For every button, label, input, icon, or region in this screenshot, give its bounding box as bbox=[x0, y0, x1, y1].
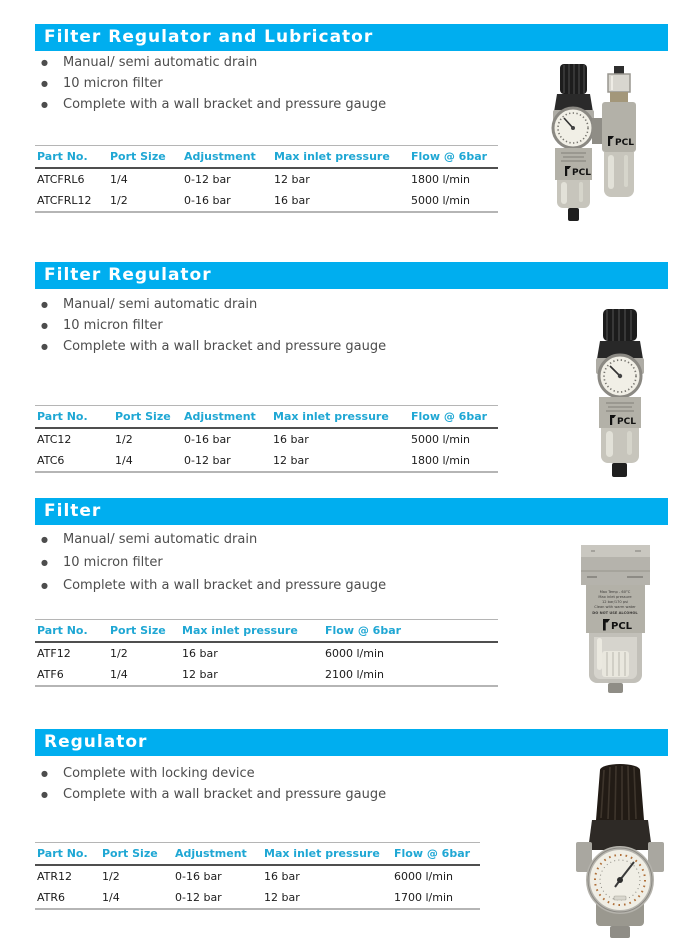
product-photo-filter-regulator-lubricator bbox=[548, 60, 645, 232]
col-header-adjustment: Adjustment bbox=[184, 149, 256, 163]
col-header-flow: Flow @ 6bar bbox=[411, 149, 488, 163]
product-photo-regulator bbox=[576, 762, 664, 946]
cell-flow: 2100 l/min bbox=[325, 667, 384, 681]
bullet-item: ● Complete with a wall bracket and pressure gauge bbox=[35, 336, 386, 357]
table-row bbox=[35, 428, 498, 450]
pressure-gauge-icon bbox=[588, 848, 652, 912]
bullet-list-frl bbox=[35, 52, 386, 115]
col-header-max-inlet-pressure: Max inlet pressure bbox=[273, 409, 389, 423]
col-header-port-size: Port Size bbox=[110, 149, 166, 163]
cell-flow: 1700 l/min bbox=[394, 890, 453, 904]
col-header-max-inlet-pressure: Max inlet pressure bbox=[264, 846, 380, 860]
col-header-max-inlet-pressure: Max inlet pressure bbox=[274, 149, 390, 163]
cell-part-no: ATF12 bbox=[37, 646, 71, 660]
cell-flow: 1800 l/min bbox=[411, 453, 470, 467]
pressure-gauge-icon bbox=[553, 108, 593, 148]
table-header-row bbox=[35, 620, 498, 642]
cell-adjustment: 0-16 bar bbox=[184, 193, 231, 207]
cell-flow: 5000 l/min bbox=[411, 432, 470, 446]
product-photo-filter bbox=[577, 543, 654, 699]
filter-bowl bbox=[557, 180, 590, 208]
table-row bbox=[35, 642, 498, 664]
col-header-part-no: Part No. bbox=[37, 409, 88, 423]
section-title: Filter bbox=[44, 501, 102, 521]
table-header-row bbox=[35, 146, 498, 168]
cell-port-size: 1/2 bbox=[115, 432, 133, 446]
bottom-fitting bbox=[610, 926, 630, 938]
drain-valve-icon bbox=[568, 208, 579, 221]
filter-photo-illustration bbox=[577, 543, 654, 695]
cell-max-inlet-pressure: 16 bar bbox=[182, 646, 218, 660]
spec-table-frl bbox=[35, 145, 498, 213]
cell-max-inlet-pressure: 16 bar bbox=[273, 432, 309, 446]
cell-max-inlet-pressure: 12 bar bbox=[273, 453, 309, 467]
cell-adjustment: 0-16 bar bbox=[184, 432, 231, 446]
cell-max-inlet-pressure: 12 bar bbox=[274, 172, 310, 186]
cell-flow: 5000 l/min bbox=[411, 193, 470, 207]
bullet-item: ● 10 micron filter bbox=[35, 315, 386, 336]
spec-table-filter-regulator bbox=[35, 405, 498, 473]
col-header-part-no: Part No. bbox=[37, 846, 88, 860]
section-header-regulator bbox=[35, 729, 668, 756]
col-header-part-no: Part No. bbox=[37, 623, 88, 637]
table-row bbox=[35, 450, 498, 472]
col-header-adjustment: Adjustment bbox=[175, 846, 247, 860]
table-row bbox=[35, 190, 498, 212]
label-no-alcohol: DO NOT USE ALCOHOL bbox=[592, 611, 638, 615]
cell-port-size: 1/4 bbox=[115, 453, 133, 467]
lubricator-bowl bbox=[604, 152, 634, 197]
label-clean: Clean with warm water bbox=[594, 605, 636, 609]
pcl-logo-text: PCL bbox=[611, 621, 633, 632]
bullet-item: ● Complete with a wall bracket and pressure gauge bbox=[35, 94, 386, 115]
section-header-filter-regulator bbox=[35, 262, 668, 289]
filter-bowl bbox=[601, 428, 639, 463]
table-row bbox=[35, 664, 498, 686]
cell-max-inlet-pressure: 12 bar bbox=[182, 667, 218, 681]
cell-part-no: ATR6 bbox=[37, 890, 66, 904]
filter-head-block bbox=[581, 545, 650, 585]
cell-part-no: ATC12 bbox=[37, 432, 72, 446]
regulator-body bbox=[588, 820, 652, 850]
lubricator-sight-dome-icon bbox=[608, 66, 630, 102]
regulator-knob-icon bbox=[596, 764, 644, 820]
bullet-item: ● Manual/ semi automatic drain bbox=[35, 52, 386, 73]
cell-port-size: 1/4 bbox=[110, 667, 128, 681]
col-header-flow: Flow @ 6bar bbox=[325, 623, 402, 637]
col-header-port-size: Port Size bbox=[102, 846, 158, 860]
col-header-port-size: Port Size bbox=[115, 409, 171, 423]
cell-adjustment: 0-12 bar bbox=[175, 890, 222, 904]
section-title: Filter Regulator bbox=[44, 265, 212, 285]
label-pressure-rating: 12 bar/170 psi bbox=[601, 600, 629, 604]
drain-valve-icon bbox=[608, 683, 623, 693]
drain-valve-icon bbox=[612, 463, 627, 477]
cell-max-inlet-pressure: 16 bar bbox=[274, 193, 310, 207]
pcl-logo-text: PCL bbox=[572, 168, 591, 178]
bullet-list-filter bbox=[35, 528, 386, 597]
cell-flow: 1800 l/min bbox=[411, 172, 470, 186]
section-header-filter bbox=[35, 498, 668, 525]
bullet-item: ● Manual/ semi automatic drain bbox=[35, 528, 386, 551]
spec-table-filter bbox=[35, 619, 498, 687]
frl-photo-illustration bbox=[548, 60, 645, 228]
bullet-item: ● Complete with a wall bracket and pressure gauge bbox=[35, 574, 386, 597]
cell-part-no: ATCFRL6 bbox=[37, 172, 85, 186]
table-header-row bbox=[35, 843, 480, 865]
label-max-temp: Max Temp - 60°C bbox=[599, 590, 631, 594]
product-photo-filter-regulator bbox=[588, 306, 652, 484]
table-header-row bbox=[35, 406, 498, 428]
bullet-item: ● Complete with a wall bracket and pressure gauge bbox=[35, 784, 386, 805]
section-title: Regulator bbox=[44, 732, 148, 752]
cell-adjustment: 0-12 bar bbox=[184, 453, 231, 467]
section-header-frl bbox=[35, 24, 668, 51]
table-row bbox=[35, 865, 480, 887]
col-header-flow: Flow @ 6bar bbox=[394, 846, 471, 860]
cell-port-size: 1/4 bbox=[110, 172, 128, 186]
cell-port-size: 1/2 bbox=[110, 193, 128, 207]
cell-port-size: 1/2 bbox=[110, 646, 128, 660]
cell-port-size: 1/2 bbox=[102, 869, 120, 883]
filter-bowl bbox=[589, 633, 642, 683]
bullet-item: ● Complete with locking device bbox=[35, 763, 386, 784]
label-max-inlet: Max inlet pressure bbox=[598, 595, 632, 599]
table-row bbox=[35, 887, 480, 909]
regulator-photo-illustration bbox=[576, 762, 664, 942]
cell-part-no: ATC6 bbox=[37, 453, 65, 467]
cell-max-inlet-pressure: 12 bar bbox=[264, 890, 300, 904]
bullet-item: ● 10 micron filter bbox=[35, 551, 386, 574]
pcl-logo-text: PCL bbox=[617, 417, 636, 427]
cell-flow: 6000 l/min bbox=[394, 869, 453, 883]
bullet-list-regulator bbox=[35, 763, 386, 805]
cell-adjustment: 0-12 bar bbox=[184, 172, 231, 186]
col-header-flow: Flow @ 6bar bbox=[411, 409, 488, 423]
col-header-port-size: Port Size bbox=[110, 623, 166, 637]
bullet-list-filter-regulator bbox=[35, 294, 386, 357]
cell-part-no: ATF6 bbox=[37, 667, 64, 681]
regulator-knob-icon bbox=[554, 64, 593, 112]
col-header-part-no: Part No. bbox=[37, 149, 88, 163]
cell-max-inlet-pressure: 16 bar bbox=[264, 869, 300, 883]
regulator-knob-icon bbox=[597, 309, 643, 359]
cell-adjustment: 0-16 bar bbox=[175, 869, 222, 883]
pcl-logo-text: PCL bbox=[615, 138, 634, 148]
cell-flow: 6000 l/min bbox=[325, 646, 384, 660]
cell-part-no: ATR12 bbox=[37, 869, 73, 883]
bullet-item: ● 10 micron filter bbox=[35, 73, 386, 94]
spec-table-regulator bbox=[35, 842, 480, 910]
pressure-gauge-icon bbox=[599, 355, 641, 397]
bullet-item: ● Manual/ semi automatic drain bbox=[35, 294, 386, 315]
cell-part-no: ATCFRL12 bbox=[37, 193, 92, 207]
cell-port-size: 1/4 bbox=[102, 890, 120, 904]
table-row bbox=[35, 168, 498, 190]
filter-regulator-photo-illustration bbox=[588, 306, 652, 480]
col-header-max-inlet-pressure: Max inlet pressure bbox=[182, 623, 298, 637]
col-header-adjustment: Adjustment bbox=[184, 409, 256, 423]
section-title: Filter Regulator and Lubricator bbox=[44, 27, 374, 47]
